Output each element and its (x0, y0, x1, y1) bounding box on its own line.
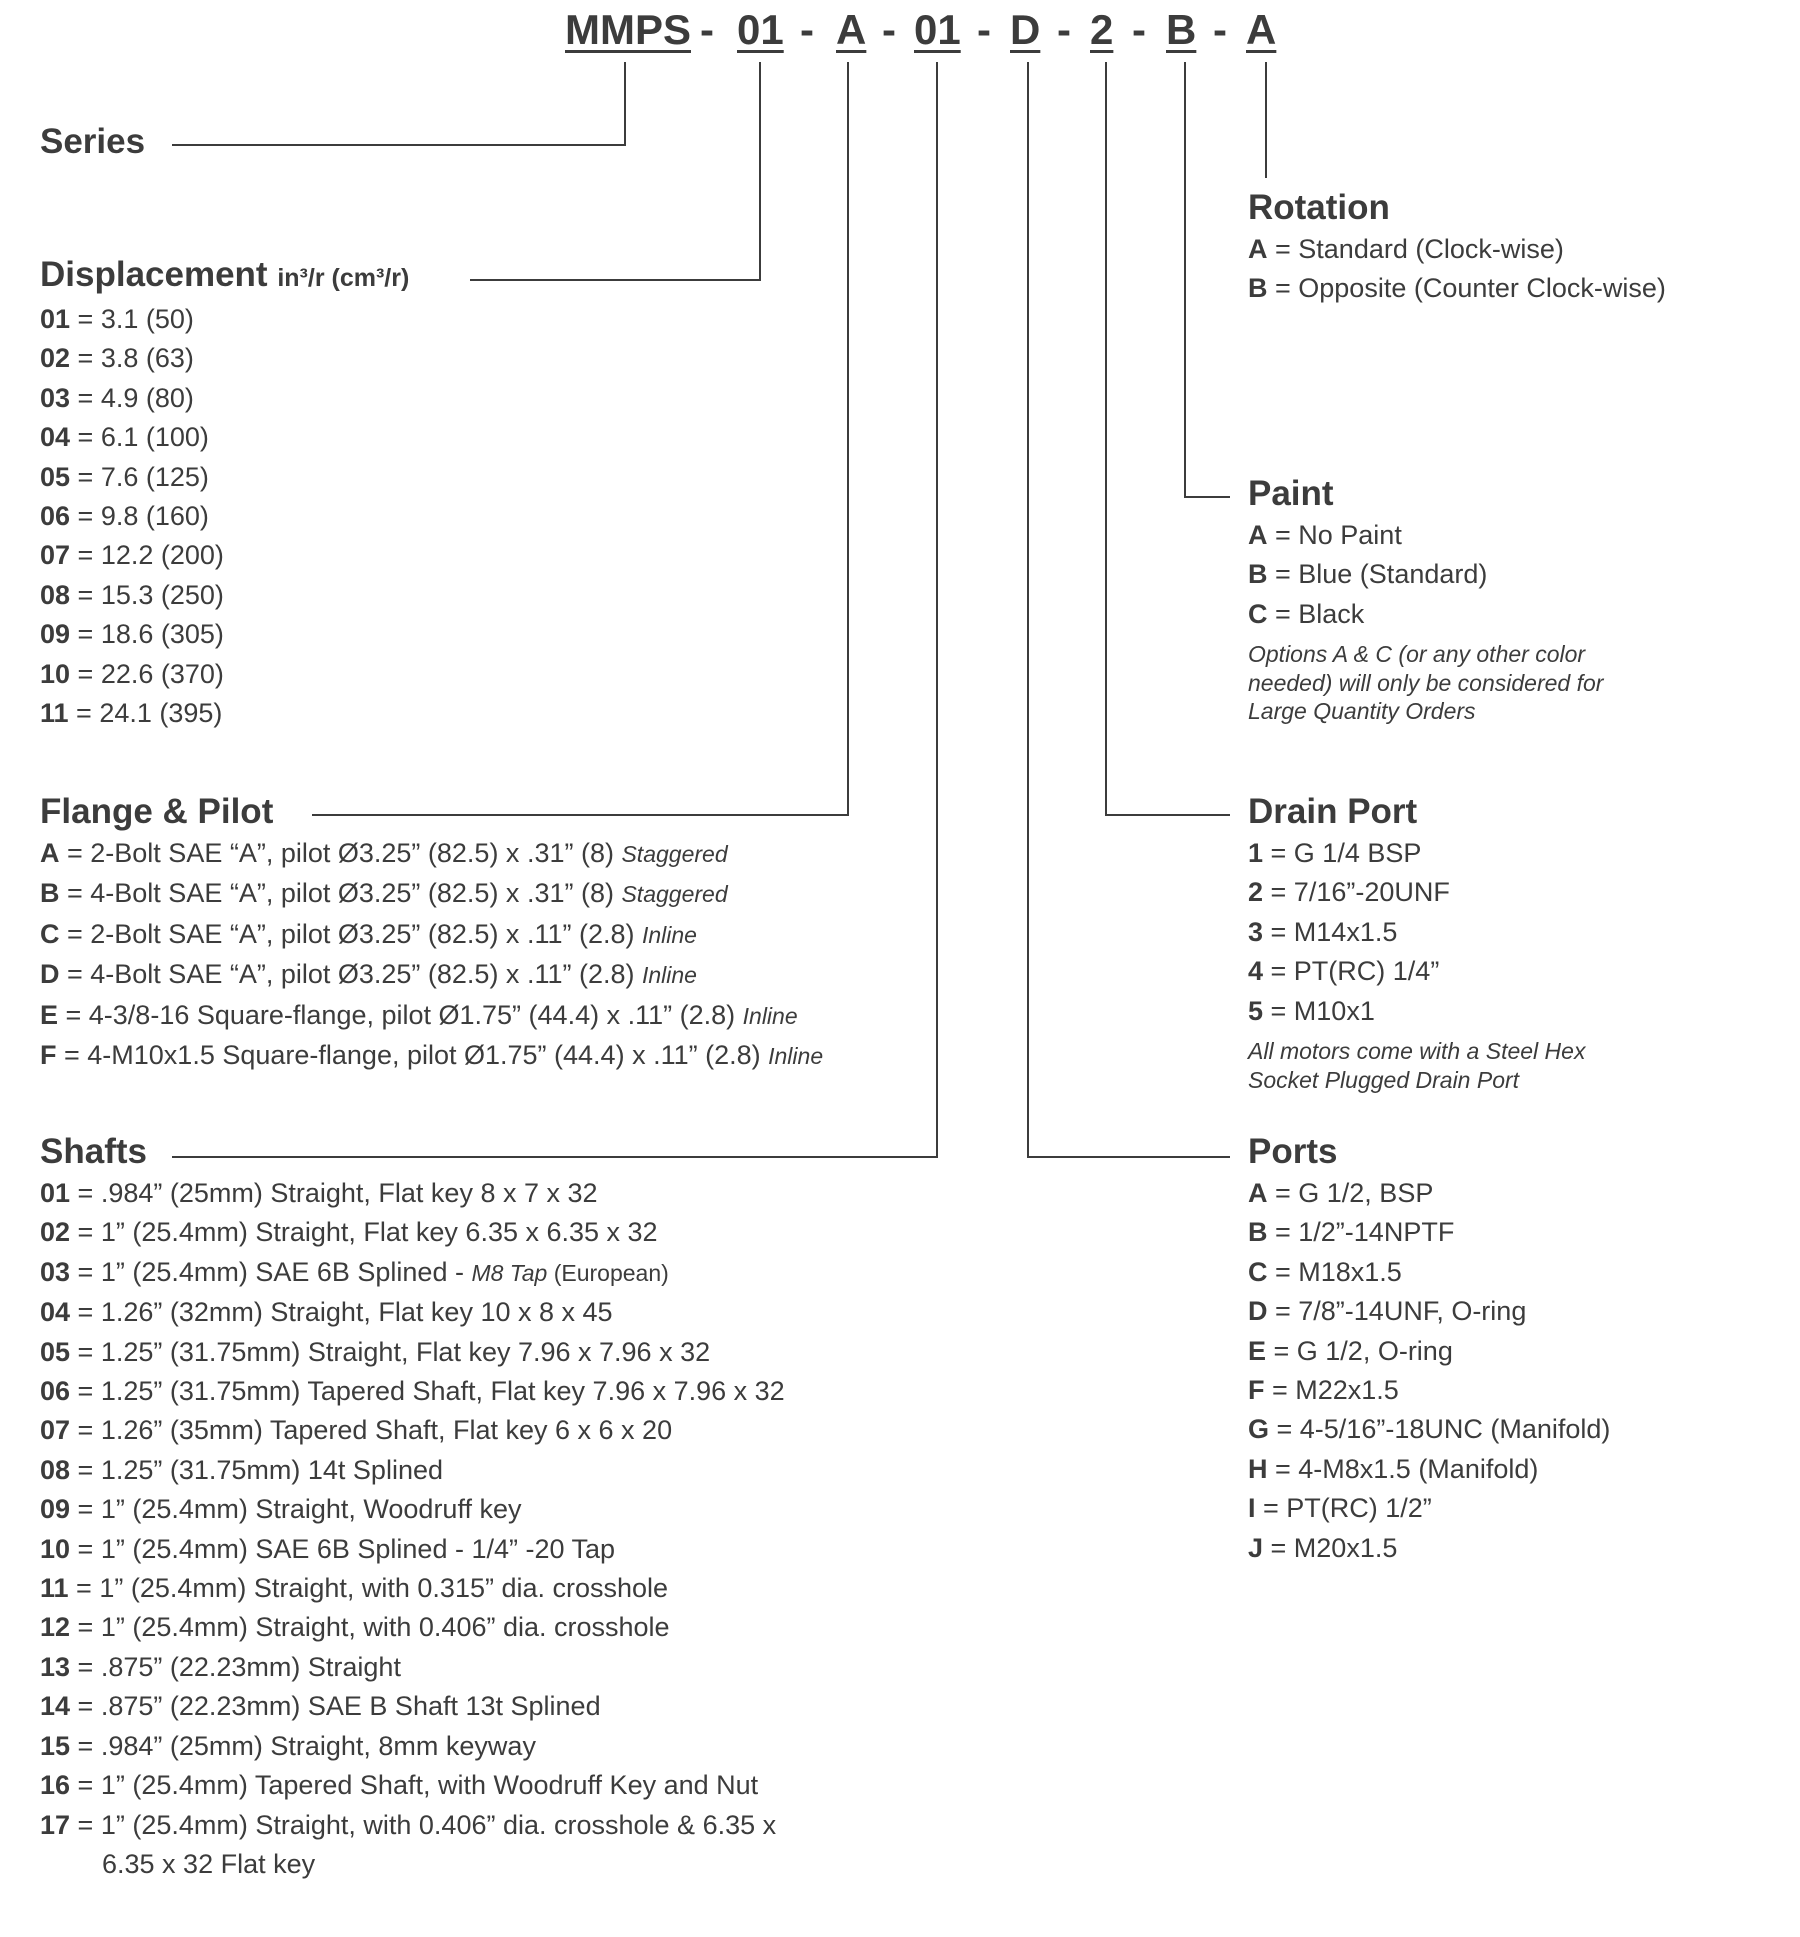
option-code: 04 (40, 1297, 71, 1328)
option-description: = 4-M8x1.5 (Manifold) (1267, 1453, 1539, 1484)
shaft-option (40, 1372, 785, 1411)
option-description: = 2-Bolt SAE “A”, pilot Ø3.25” (82.5) x .11” (2.8) (59, 918, 642, 949)
rotation-section (1248, 186, 1666, 309)
option-code: 15 (40, 1730, 71, 1761)
flange-option (40, 996, 823, 1036)
displacement-option (40, 536, 409, 575)
option-code: 05 (40, 461, 71, 492)
flange-list (40, 834, 823, 1076)
shaft-option (40, 1569, 785, 1608)
option-code: 08 (40, 579, 71, 610)
displacement-option (40, 694, 409, 733)
option-description: = 24.1 (395) (68, 698, 223, 729)
option-description: = 15.3 (250) (70, 579, 224, 610)
option-description: = .984” (25mm) Straight, 8mm keyway (70, 1730, 536, 1761)
option-code: 03 (40, 382, 71, 413)
option-description: = .875” (22.23mm) Straight (70, 1651, 401, 1682)
option-code: 07 (40, 1415, 71, 1446)
note-line: needed) will only be considered for (1248, 669, 1604, 696)
shaft-option (40, 1253, 785, 1293)
option-code: E (1248, 1335, 1267, 1366)
ports-option (1248, 1371, 1610, 1410)
shafts-title: Shafts (40, 1132, 147, 1171)
drain-option (1248, 913, 1585, 952)
option-code: 11 (40, 698, 69, 729)
ports-section (1248, 1130, 1610, 1568)
option-description: = 12.2 (200) (70, 540, 224, 571)
option-code: 3 (1248, 916, 1264, 947)
option-code: 09 (40, 619, 71, 650)
shaft-option (40, 1174, 785, 1213)
option-code: 5 (1248, 995, 1264, 1026)
ports-option (1248, 1253, 1610, 1292)
flange-title: Flange & Pilot (40, 792, 274, 831)
flange-option (40, 834, 823, 874)
ports-option (1248, 1332, 1610, 1371)
option-code: 01 (40, 1178, 71, 1208)
option-code: 06 (40, 501, 71, 532)
option-description: = 1” (25.4mm) SAE 6B Splined - 1/4” -20 Tap (70, 1533, 616, 1564)
flange-option (40, 955, 823, 995)
shaft-option (40, 1806, 785, 1885)
option-description: = 1” (25.4mm) SAE 6B Splined - (70, 1256, 472, 1287)
note-line: All motors come with a Steel Hex (1248, 1038, 1586, 1065)
option-description: = 1.25” (31.75mm) Straight, Flat key 7.96 x 7.96 x 32 (70, 1336, 711, 1367)
option-code: 13 (40, 1651, 71, 1682)
code-displacement: 01 (737, 6, 784, 53)
rotation-title: Rotation (1248, 188, 1390, 227)
code-separator: - (1132, 6, 1146, 53)
option-code: A (1248, 520, 1268, 550)
option-description: = M20x1.5 (1263, 1532, 1398, 1563)
option-description: = G 1/4 BSP (1263, 838, 1422, 868)
drain-note (1248, 1037, 1585, 1094)
option-tag: Inline (641, 921, 697, 948)
option-description: = 1” (25.4mm) Straight, Woodruff key (70, 1494, 522, 1525)
option-description: = Standard (Clock-wise) (1267, 234, 1564, 264)
option-description: = M14x1.5 (1263, 916, 1398, 947)
code-separator: - (800, 6, 814, 53)
flange-option (40, 1036, 823, 1076)
displacement-option (40, 655, 409, 694)
shaft-option (40, 1411, 785, 1450)
option-code: J (1248, 1532, 1264, 1563)
option-description: = 7/16”-20UNF (1263, 877, 1450, 908)
code-ports: D (1010, 6, 1041, 53)
option-description: = 2-Bolt SAE “A”, pilot Ø3.25” (82.5) x .31” (8) (59, 838, 622, 868)
shaft-option (40, 1766, 785, 1805)
option-description: = G 1/2, O-ring (1266, 1335, 1453, 1366)
displacement-option (40, 339, 409, 378)
code-drain: 2 (1090, 6, 1114, 53)
option-description: = 1” (25.4mm) Tapered Shaft, with Woodruff Key and Nut (70, 1770, 759, 1801)
option-description: = 1” (25.4mm) Straight, Flat key 6.35 x 6.35 x 32 (70, 1217, 658, 1248)
shaft-option (40, 1648, 785, 1687)
option-description: = G 1/2, BSP (1267, 1178, 1434, 1208)
option-code: A (40, 838, 60, 868)
rotation-option (1248, 269, 1666, 308)
option-description: = 4-3/8-16 Square-flange, pilot Ø1.75” (44.4) x .11” (2.8) (58, 999, 743, 1030)
leader-displacement (470, 62, 760, 280)
displacement-title: Displacement (40, 255, 268, 294)
option-description: = 4-Bolt SAE “A”, pilot Ø3.25” (82.5) x .31” (8) (59, 878, 622, 909)
paint-list (1248, 516, 1603, 634)
option-tag: Staggered (621, 881, 728, 908)
ports-option (1248, 1529, 1610, 1568)
code-separator: - (700, 6, 714, 53)
option-code: 08 (40, 1454, 71, 1485)
option-code: C (1248, 1256, 1268, 1287)
leader-paint (1185, 62, 1230, 497)
option-description: = 4-5/16”-18UNC (Manifold) (1269, 1414, 1611, 1445)
code-rotation: A (1246, 6, 1277, 53)
option-code: F (1248, 1375, 1265, 1406)
option-description: = M22x1.5 (1264, 1375, 1399, 1406)
shaft-option (40, 1213, 785, 1252)
code-separator: - (977, 6, 991, 53)
option-description: = No Paint (1267, 520, 1402, 550)
leader-ports (1028, 62, 1230, 1157)
option-description: = .875” (22.23mm) SAE B Shaft 13t Splined (70, 1691, 601, 1722)
option-tag: Inline (742, 1002, 798, 1029)
displacement-section (40, 253, 409, 733)
option-code: 02 (40, 343, 71, 374)
option-code: 05 (40, 1336, 71, 1367)
option-code: 10 (40, 1533, 71, 1564)
code-paint: B (1166, 6, 1197, 53)
shafts-section (40, 1130, 785, 1884)
paint-option (1248, 516, 1603, 555)
shaft-option (40, 1490, 785, 1529)
shaft-option (40, 1608, 785, 1647)
ports-option (1248, 1213, 1610, 1252)
ports-list (1248, 1174, 1610, 1568)
option-description: = Black (1267, 598, 1365, 629)
series-section (40, 120, 145, 164)
ports-option (1248, 1174, 1610, 1213)
option-tag: Inline (641, 962, 697, 989)
option-description: = 1.26” (35mm) Tapered Shaft, Flat key 6 x 6 x 20 (70, 1415, 673, 1446)
option-code: 09 (40, 1494, 71, 1525)
option-code: 17 (40, 1809, 71, 1840)
option-code: F (40, 1040, 57, 1071)
option-description: = 1.25” (31.75mm) 14t Splined (70, 1454, 443, 1485)
option-code: C (40, 918, 60, 949)
option-code: 1 (1248, 838, 1264, 868)
option-description: = 1” (25.4mm) Straight, with 0.315” dia. crosshole (68, 1573, 669, 1604)
option-description: = 18.6 (305) (70, 619, 224, 650)
option-description: = 1.25” (31.75mm) Tapered Shaft, Flat key 7.96 x 7.96 x 32 (70, 1376, 785, 1407)
note-line: Socket Plugged Drain Port (1248, 1066, 1520, 1093)
option-code: 10 (40, 658, 71, 689)
shaft-option (40, 1333, 785, 1372)
paint-title: Paint (1248, 474, 1334, 513)
option-description: = Blue (Standard) (1267, 559, 1488, 590)
option-code: D (1248, 1296, 1268, 1327)
option-code: B (40, 878, 60, 909)
ports-option (1248, 1450, 1610, 1489)
option-description: = PT(RC) 1/4” (1263, 956, 1440, 987)
displacement-option (40, 418, 409, 457)
option-description: = M10x1 (1263, 995, 1375, 1026)
option-description: = 7.6 (125) (70, 461, 209, 492)
paint-option (1248, 595, 1603, 634)
shaft-option (40, 1687, 785, 1726)
rotation-list (1248, 230, 1666, 309)
drain-option (1248, 952, 1585, 991)
option-code: 4 (1248, 956, 1264, 987)
drain-title: Drain Port (1248, 792, 1418, 831)
option-description: = .984” (25mm) Straight, Flat key 8 x 7 x 32 (70, 1178, 598, 1208)
option-description: = 22.6 (370) (70, 658, 224, 689)
option-code: 12 (40, 1612, 71, 1643)
note-line: Large Quantity Orders (1248, 698, 1476, 725)
option-code: B (1248, 559, 1268, 590)
option-code: H (1248, 1453, 1268, 1484)
option-tag: M8 Tap (471, 1259, 548, 1286)
code-separator: - (1213, 6, 1227, 53)
option-description: = 1.26” (32mm) Straight, Flat key 10 x 8 x 45 (70, 1297, 613, 1328)
code-separator: - (1057, 6, 1071, 53)
option-description: = 6.1 (100) (70, 422, 209, 453)
option-code: I (1248, 1493, 1256, 1524)
displacement-heading (40, 253, 409, 300)
leader-drain (1106, 62, 1230, 815)
ports-option (1248, 1292, 1610, 1331)
leader-series (172, 62, 625, 145)
option-description: = 3.1 (50) (70, 304, 194, 334)
option-description: = 1” (25.4mm) Straight, with 0.406” dia. crosshole (70, 1612, 670, 1643)
displacement-option (40, 458, 409, 497)
series-title: Series (40, 122, 146, 161)
option-code: C (1248, 598, 1268, 629)
shaft-option (40, 1530, 785, 1569)
drain-section (1248, 790, 1585, 1094)
displacement-option (40, 300, 409, 339)
option-code: B (1248, 273, 1268, 304)
drain-option (1248, 992, 1585, 1031)
code-separator: - (882, 6, 896, 53)
shaft-option (40, 1727, 785, 1766)
option-code: 03 (40, 1256, 71, 1287)
option-description: = 4-M10x1.5 Square-flange, pilot Ø1.75” (44.4) x .11” (2.8) (56, 1040, 769, 1071)
paint-option (1248, 555, 1603, 594)
option-description: = M18x1.5 (1267, 1256, 1402, 1287)
code-flange: A (836, 6, 867, 53)
paint-section (1248, 472, 1603, 726)
option-description: = 1/2”-14NPTF (1267, 1217, 1455, 1248)
flange-section (40, 790, 823, 1076)
code-shafts: 01 (914, 6, 961, 53)
option-tag: Inline (768, 1043, 824, 1070)
option-code: 11 (40, 1573, 69, 1604)
drain-list (1248, 834, 1585, 1031)
note-line: Options A & C (or any other color (1248, 641, 1586, 668)
shaft-option (40, 1451, 785, 1490)
displacement-option (40, 379, 409, 418)
option-code: 07 (40, 540, 71, 571)
option-description-continued: 6.35 x 32 Flat key (102, 1848, 316, 1879)
option-code: B (1248, 1217, 1268, 1248)
option-code: D (40, 959, 60, 990)
ports-option (1248, 1489, 1610, 1528)
option-description: = 9.8 (160) (70, 501, 209, 532)
ports-option (1248, 1410, 1610, 1449)
option-tag-note: (European) (547, 1259, 669, 1286)
option-code: 02 (40, 1217, 71, 1248)
displacement-unit: in³/r (cm³/r) (277, 264, 410, 292)
option-description: = 3.8 (63) (70, 343, 194, 374)
option-description: = 4.9 (80) (70, 382, 194, 413)
displacement-option (40, 615, 409, 654)
displacement-list (40, 300, 409, 733)
shaft-option (40, 1293, 785, 1332)
rotation-option (1248, 230, 1666, 269)
option-code: 16 (40, 1770, 71, 1801)
option-description: = 7/8”-14UNF, O-ring (1267, 1296, 1527, 1327)
ports-title: Ports (1248, 1132, 1338, 1171)
option-code: E (40, 999, 59, 1030)
drain-option (1248, 873, 1585, 912)
displacement-option (40, 576, 409, 615)
option-code: 14 (40, 1691, 71, 1722)
option-description: = PT(RC) 1/2” (1255, 1493, 1432, 1524)
option-code: 04 (40, 422, 71, 453)
option-code: 2 (1248, 877, 1264, 908)
option-description: = 4-Bolt SAE “A”, pilot Ø3.25” (82.5) x .11” (2.8) (59, 959, 642, 990)
option-code: 01 (40, 304, 71, 334)
option-tag: Staggered (621, 841, 728, 867)
flange-option (40, 874, 823, 914)
flange-option (40, 915, 823, 955)
option-code: A (1248, 234, 1268, 264)
shafts-list (40, 1174, 785, 1884)
option-description: = 1” (25.4mm) Straight, with 0.406” dia. crosshole & 6.35 x (70, 1809, 777, 1840)
drain-option (1248, 834, 1585, 873)
option-description: = Opposite (Counter Clock-wise) (1267, 273, 1666, 304)
option-code: A (1248, 1178, 1268, 1208)
code-series: MMPS (565, 6, 691, 53)
paint-note (1248, 640, 1603, 726)
option-code: G (1248, 1414, 1270, 1445)
option-code: 06 (40, 1376, 71, 1407)
displacement-option (40, 497, 409, 536)
